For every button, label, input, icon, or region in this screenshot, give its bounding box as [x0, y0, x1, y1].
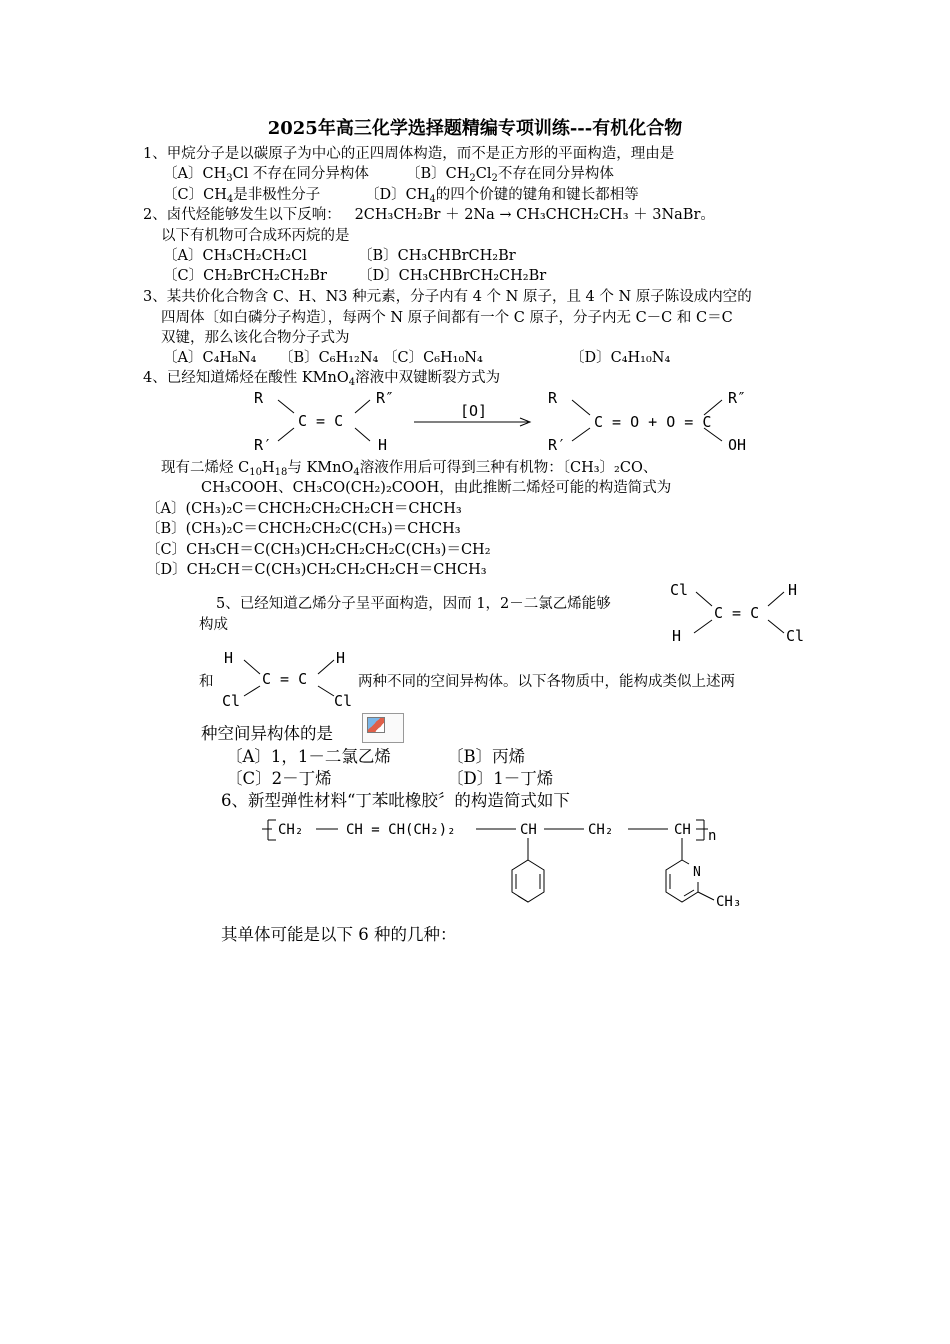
svg-text:CH₂: CH₂ [278, 822, 304, 838]
q6-tail: 其单体可能是以下 6 种的几种： [221, 925, 457, 944]
q1-option-d: 〔D〕$CH_4$的四个价键的键角和键长都相等 [365, 187, 639, 205]
svg-text:R′: R′ [548, 436, 567, 454]
q6-stem: 6、新型弹性材料“丁苯吡橡胶〞的构造简式如下 [221, 791, 570, 810]
q4-line2: 现有二烯烃 $C_{10}H_{18}$与 KMnO$_4$溶液作用后可得到三种有机物：〔CH₃〕₂CO、 [161, 460, 658, 478]
q5-option-b: 〔B〕丙烯 [447, 747, 526, 766]
q3-option-b: 〔B〕C₆H₁₂N₄ [279, 350, 379, 366]
svg-text:R″: R″ [376, 389, 395, 407]
broken-image-icon [362, 713, 404, 743]
svg-text:OH: OH [728, 436, 747, 454]
q4-stem: 4、已经知道烯烃在酸性 KMnO$_4$溶液中双键断裂方式为 [143, 370, 501, 388]
svg-text:H: H [788, 581, 798, 599]
svg-text:C = C: C = C [714, 604, 760, 622]
q5-line4: 种空间异构体的是 [201, 724, 333, 743]
svg-text:CH₂: CH₂ [588, 822, 614, 838]
q4-option-a: 〔A〕(CH₃)₂C＝CHCH₂CH₂CH₂CH＝CHCH₃ [146, 501, 462, 517]
svg-text:n: n [708, 828, 717, 844]
q5-option-a: 〔A〕1，1－二氯乙烯 [226, 747, 391, 766]
trans-dichloroethylene-structure [668, 578, 808, 644]
q1-option-b: 〔B〕$CH_2Cl_2$不存在同分异构体 [406, 166, 614, 184]
q3-line1: 3、某共价化合物含 C、H、N3 种元素，分子内有 4 个 N 原子，且 4 个 N 原子陈设成内空的 [143, 289, 752, 305]
svg-text:Cl: Cl [786, 627, 805, 645]
q4-oxidation-scheme [250, 386, 770, 458]
svg-text:CH = CH(CH₂)₂: CH = CH(CH₂)₂ [346, 822, 456, 838]
q2-stem: 2、卤代烃能够发生以下反响： 2CH₃CH₂Br ＋ 2Na → CH₃CHCH₂CH₃ ＋ 3NaBr。 [143, 207, 715, 223]
q2-option-a: 〔A〕CH₃CH₂CH₂Cl [163, 248, 307, 264]
q1-option-a: 〔A〕$CH_3Cl$ 不存在同分异构体 [163, 166, 369, 184]
svg-text:R′: R′ [254, 436, 273, 454]
page-title: 2025年高三化学选择题精编专项训练---有机化合物 [267, 118, 683, 139]
q1-option-c: 〔C〕$CH_4$是非极性分子 [163, 187, 321, 205]
svg-text:R″: R″ [728, 389, 747, 407]
svg-text:H: H [378, 436, 388, 454]
svg-text:N: N [693, 865, 701, 880]
svg-text:Cl: Cl [670, 581, 689, 599]
q4-option-b: 〔B〕(CH₃)₂C＝CHCH₂CH₂C(CH₃)＝CHCH₃ [146, 521, 461, 537]
q5-line3: 两种不同的空间异构体。以下各物质中，能构成类似上述两 [358, 674, 735, 690]
q2-option-d: 〔D〕CH₃CHBrCH₂CH₂Br [358, 268, 547, 284]
svg-text:CH: CH [520, 822, 537, 838]
q5-option-c: 〔C〕2－丁烯 [226, 769, 332, 788]
q3-option-a: 〔A〕C₄H₈N₄ [163, 350, 257, 366]
q4-option-d: 〔D〕CH₂CH＝C(CH₃)CH₂CH₂CH₂CH＝CHCH₃ [146, 562, 487, 578]
svg-text:C = C: C = C [262, 670, 308, 688]
q5-line2: 构成 [199, 617, 228, 633]
svg-text:R: R [548, 389, 558, 407]
q5-option-d: 〔D〕1－丁烯 [447, 769, 554, 788]
q3-option-d: 〔D〕C₄H₁₀N₄ [570, 350, 671, 366]
svg-text:CH: CH [674, 822, 691, 838]
svg-text:[O]: [O] [460, 402, 488, 420]
q2-option-c: 〔C〕CH₂BrCH₂CH₂Br [163, 268, 327, 284]
q3-line3: 双键，那么该化合物分子式为 [161, 330, 350, 346]
svg-text:Cl: Cl [222, 692, 241, 710]
svg-text:R: R [254, 389, 264, 407]
q4-line3: CH₃COOH、CH₃CO(CH₂)₂COOH，由此推断二烯烃可能的构造简式为 [201, 480, 672, 496]
q2-equation: 2CH₃CH₂Br ＋ 2Na → CH₃CHCH₂CH₃ ＋ 3NaBr。 [354, 207, 715, 223]
q5-and: 和 [199, 674, 214, 690]
styrene-butadiene-vinylpyridine-rubber-structure [262, 812, 762, 924]
q2-stem2: 以下有机物可合成环丙烷的是 [161, 228, 350, 244]
svg-text:H: H [336, 649, 346, 667]
q3-line2: 四周体〔如白磷分子构造〕，每两个 N 原子间都有一个 C 原子，分子内无 C－C 和 C＝C [161, 310, 733, 326]
q4-option-c: 〔C〕CH₃CH＝C(CH₃)CH₂CH₂CH₂C(CH₃)＝CH₂ [146, 542, 491, 558]
svg-text:C = O + O = C: C = O + O = C [594, 413, 712, 431]
cis-dichloroethylene-structure [222, 646, 362, 712]
svg-text:H: H [672, 627, 682, 645]
svg-text:H: H [224, 649, 234, 667]
svg-text:Cl: Cl [334, 692, 353, 710]
q1-stem: 1、甲烷分子是以碳原子为中心的正四周体构造，而不是正方形的平面构造，理由是 [143, 146, 675, 162]
q5-line1: 5、已经知道乙烯分子呈平面构造，因而 1，2－二氯乙烯能够 [216, 596, 611, 612]
q3-option-c: 〔C〕C₆H₁₀N₄ [383, 350, 483, 366]
svg-text:CH₃: CH₃ [716, 894, 742, 910]
q2-option-b: 〔B〕CH₃CHBrCH₂Br [358, 248, 516, 264]
svg-text:C = C: C = C [298, 412, 344, 430]
